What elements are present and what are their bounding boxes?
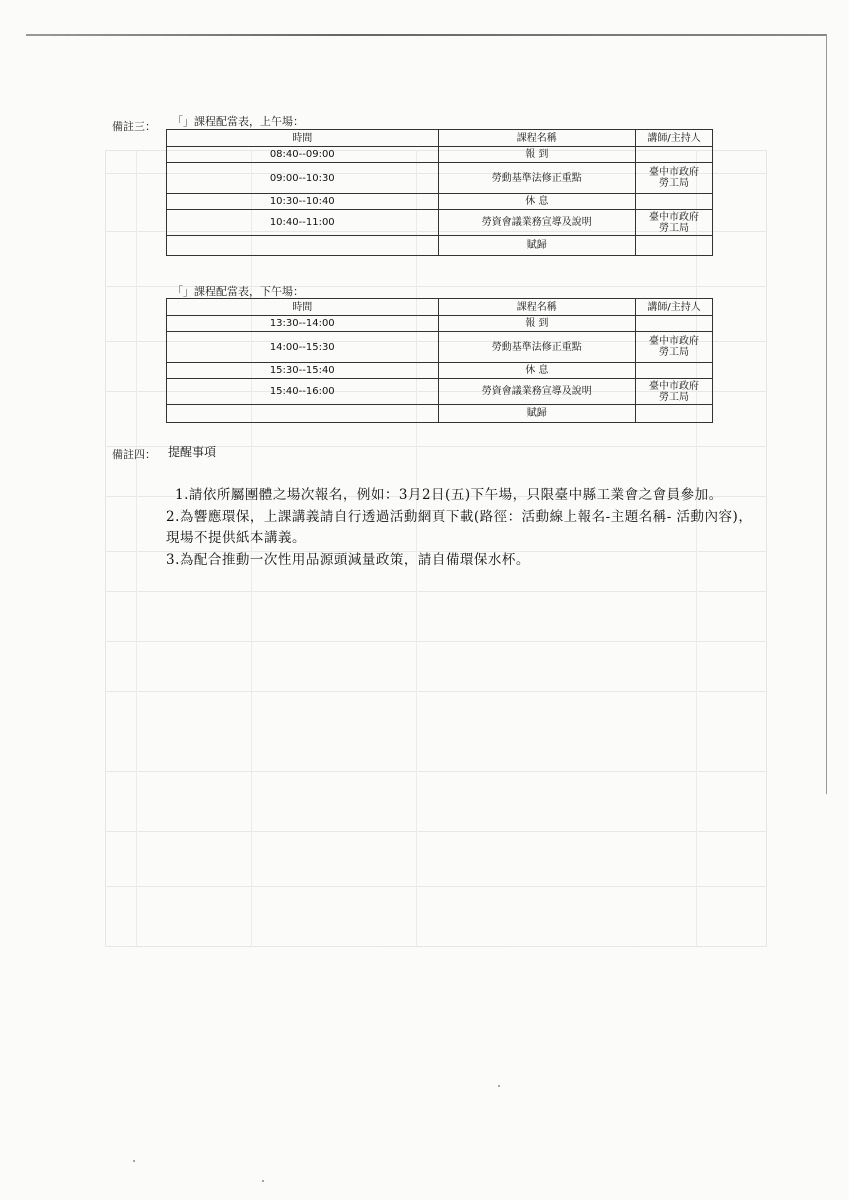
table-row xyxy=(167,147,713,163)
row-time: 10:30--10:40 xyxy=(167,194,439,210)
row-course: 休 息 xyxy=(438,363,636,379)
table-row xyxy=(167,194,713,210)
header-time: 時間 xyxy=(167,299,439,316)
table-header-row xyxy=(167,299,713,316)
row-time: 15:30--15:40 xyxy=(167,363,439,379)
row-course: 勞資會議業務宣導及說明 xyxy=(438,379,636,405)
scan-speck xyxy=(262,1180,264,1182)
reminders-title: 提醒事項 xyxy=(168,445,217,459)
row-time: 09:00--10:30 xyxy=(167,163,439,194)
page-top-edge xyxy=(26,34,826,36)
row-course: 休 息 xyxy=(438,194,636,210)
table-row xyxy=(167,236,713,256)
row-time: 10:40--11:00 xyxy=(167,210,439,236)
morning-table-caption: 「」課程配當表，上午場： xyxy=(172,115,304,128)
afternoon-schedule-table xyxy=(166,298,713,423)
note3-label: 備註三： xyxy=(112,120,156,133)
row-host xyxy=(636,405,713,423)
reminder-item: 1.請依所屬團體之場次報名，例如：3月2日(五)下午場，只限臺中縣工業會之會員參加。 xyxy=(175,487,723,503)
row-host: 臺中市政府 勞工局 xyxy=(636,332,713,363)
row-host: 臺中市政府 勞工局 xyxy=(636,163,713,194)
reminder-item: 3.為配合推動一次性用品源頭減量政策，請自備環保水杯。 xyxy=(166,551,530,568)
row-host xyxy=(636,363,713,379)
row-time: 15:40--16:00 xyxy=(167,379,439,405)
row-course: 賦歸 xyxy=(438,236,636,256)
row-course: 報 到 xyxy=(438,147,636,163)
table-row xyxy=(167,405,713,423)
header-host: 講師/主持人 xyxy=(636,130,713,147)
table-row xyxy=(167,210,713,236)
reminders-list xyxy=(166,485,756,571)
row-time: 08:40--09:00 xyxy=(167,147,439,163)
row-host: 臺中市政府 勞工局 xyxy=(636,210,713,236)
row-host xyxy=(636,194,713,210)
row-host xyxy=(636,316,713,332)
header-host: 講師/主持人 xyxy=(636,299,713,316)
row-time xyxy=(167,405,439,423)
row-time: 14:00--15:30 xyxy=(167,332,439,363)
table-row xyxy=(167,163,713,194)
row-course: 勞動基準法修正重點 xyxy=(438,163,636,194)
scan-speck xyxy=(498,1085,500,1087)
row-host xyxy=(636,147,713,163)
row-course: 賦歸 xyxy=(438,405,636,423)
table-row xyxy=(167,363,713,379)
row-course: 勞動基準法修正重點 xyxy=(438,332,636,363)
header-time: 時間 xyxy=(167,130,439,147)
header-course: 課程名稱 xyxy=(438,130,636,147)
table-row xyxy=(167,332,713,363)
header-course: 課程名稱 xyxy=(438,299,636,316)
row-time xyxy=(167,236,439,256)
row-course: 勞資會議業務宣導及說明 xyxy=(438,210,636,236)
row-course: 報 到 xyxy=(438,316,636,332)
table-row xyxy=(167,316,713,332)
morning-schedule-table xyxy=(166,129,713,256)
table-header-row xyxy=(167,130,713,147)
afternoon-table-caption: 「」課程配當表，下午場： xyxy=(172,285,304,298)
reminder-item: 2.為響應環保，上課講義請自行透過活動網頁下載(路徑：活動線上報名-主題名稱- 活動內容)，現場不提供紙本講義。 xyxy=(166,508,753,546)
table-row xyxy=(167,379,713,405)
row-host xyxy=(636,236,713,256)
note4-label: 備註四： xyxy=(112,448,156,461)
scan-speck xyxy=(133,1160,135,1162)
row-host: 臺中市政府 勞工局 xyxy=(636,379,713,405)
row-time: 13:30--14:00 xyxy=(167,316,439,332)
page-right-edge xyxy=(826,34,827,794)
